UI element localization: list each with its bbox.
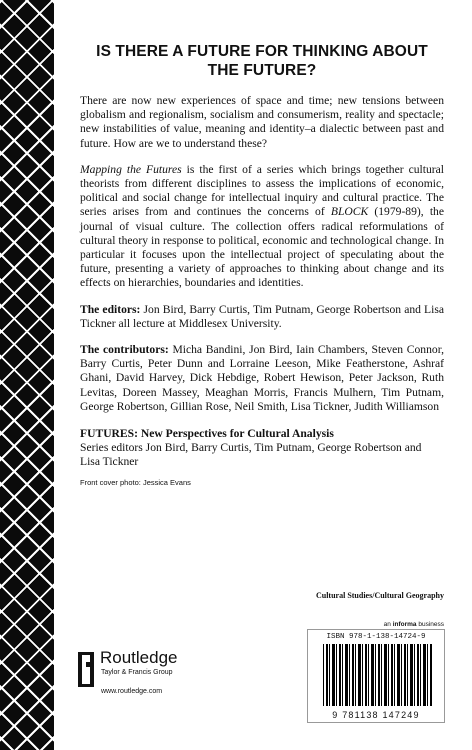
series-title: FUTURES: New Perspectives for Cultural Analysis: [80, 427, 334, 441]
spine-pattern: [0, 0, 54, 750]
informa-suffix: business: [416, 621, 444, 628]
barcode-bars: [323, 644, 433, 706]
barcode: [307, 629, 445, 723]
title-line-1: IS THERE A FUTURE FOR THINKING ABOUT: [96, 43, 428, 60]
about-text-b: (1979-89), the journal of visual culture. The collection offers radical reformulations of cultural theory in response to political, economic and technological change. In particular it focuses upon the intellectual project of speculating about the future, presenting a variety of approaches to thinking about change and its effects on hierarchies, boundaries and identities.: [80, 205, 444, 290]
book-title: Mapping the Futures: [80, 162, 182, 176]
editors-text: Jon Bird, Barry Curtis, Tim Putnam, George Robertson and Lisa Tickner all lecture at Middlesex University.: [80, 302, 444, 330]
editors-label: The editors:: [80, 302, 141, 316]
contributors-text: Micha Bandini, Jon Bird, Iain Chambers, Steven Connor, Barry Curtis, Peter Dunn and Lorraine Leeson, Mike Featherstone, Ashraf Ghani, David Harvey, Dick Hebdige, Robert Hewison, Peter Jackson, Ruth Levitas, Doreen Massey, Meaghan Morris, Francis Mulhern, Tim Putnam, George Robertson, Gillian Rose, Neil Smith, Lisa Tickner, Judith Williamson: [80, 343, 444, 413]
series-info: [80, 427, 444, 470]
back-cover-text: [80, 42, 444, 488]
informa-brand: informa: [392, 621, 417, 628]
contributors-label: The contributors:: [80, 343, 169, 357]
informa-prefix: an: [383, 621, 393, 628]
contributors-paragraph: [80, 343, 444, 414]
journal-name: BLOCK: [330, 205, 369, 219]
isbn-text: ISBN 978-1-138-14724-9: [326, 633, 426, 641]
publisher-url: www.routledge.com: [101, 688, 163, 695]
informa-line: [384, 621, 444, 628]
barcode-number: 9 781138 147249: [332, 710, 420, 720]
publisher-name: Routledge: [100, 648, 178, 667]
intro-paragraph: There are now new experiences of space and time; new tensions between globalism and regionalism, socialism and consumerism, reality and spectacle; new instabilities of value, meaning and identity–a dialectic between past and future. How are we to understand these?: [80, 94, 444, 150]
publisher-group: Taylor & Francis Group: [101, 669, 173, 676]
page-title: [80, 42, 444, 80]
routledge-mark-icon: [78, 652, 94, 687]
editors-paragraph: [80, 303, 444, 331]
publisher-logo: [78, 648, 278, 708]
subject-category: Cultural Studies/Cultural Geography: [315, 591, 444, 600]
title-line-2: THE FUTURE?: [207, 62, 317, 79]
photo-credit: Front cover photo: Jessica Evans: [80, 477, 191, 487]
about-text-a: is the first of a series which brings together cultural theorists from different disciplines to assess the implications of economic, political and social change for intellectual inquiry and cultural practice. The series arises from and continues the concerns of: [80, 162, 444, 219]
about-paragraph: [80, 163, 444, 291]
series-editors: Series editors Jon Bird, Barry Curtis, Tim Putnam, George Robertson and Lisa Tickner: [80, 441, 422, 469]
